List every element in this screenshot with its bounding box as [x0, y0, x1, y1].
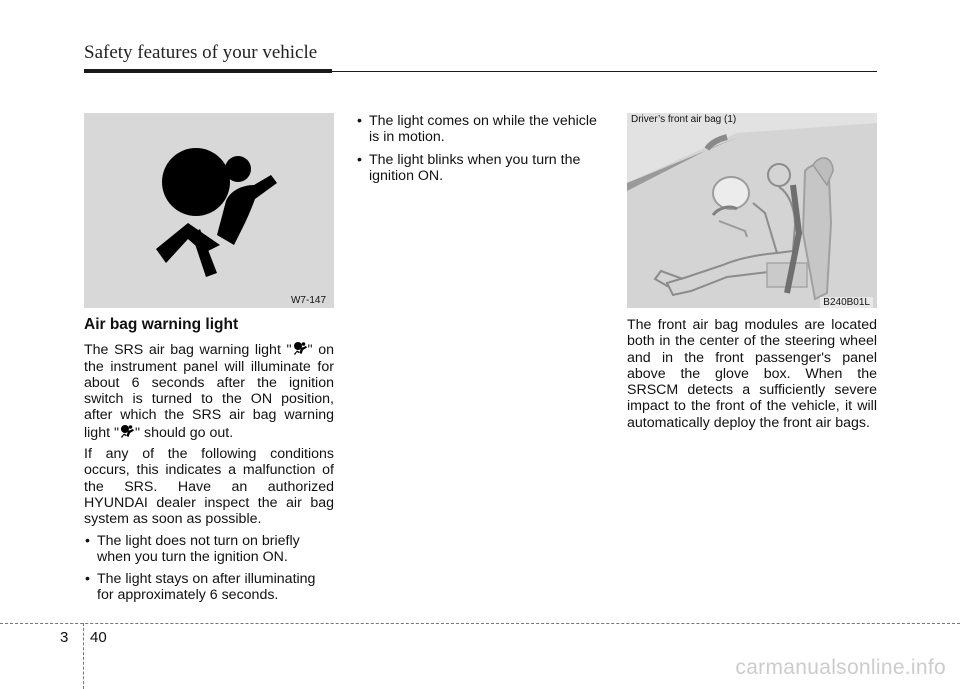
- airbag-warning-inline-icon: [119, 424, 135, 439]
- header-rule-thick: [84, 69, 332, 73]
- p1-before: The SRS air bag warning light ": [84, 342, 292, 359]
- figure-code: W7-147: [290, 295, 326, 306]
- footer-rule: [0, 623, 960, 624]
- watermark: carmanualsonline.info: [735, 656, 946, 679]
- bullet-list-middle: [356, 113, 606, 184]
- footer-divider: [83, 623, 84, 689]
- airbag-warning-inline-icon: [292, 341, 308, 356]
- airbag-warning-icon: [84, 113, 334, 308]
- list-item: • The light blinks when you turn the ignition ON.: [356, 152, 606, 185]
- list-item: • The light does not turn on briefly when you turn the ignition ON.: [84, 533, 334, 566]
- section-heading: Air bag warning light: [84, 316, 239, 333]
- p1-end: " should go out.: [135, 424, 234, 441]
- right-column: [627, 317, 877, 436]
- figure-code: B240B01L: [820, 297, 873, 308]
- p1-after: " on the instrument panel will illuminate for about 6 seconds after the ignition switch is turned to the ON position, after which the SRS air bag warning light ": [84, 342, 334, 441]
- driver-airbag-illustration: [627, 113, 877, 308]
- paragraph-malfunction: If any of the following conditions occurs, this indicates a malfunction of the SRS. Have an authorized HYUNDAI dealer inspect the air bag system as soon as possible.: [84, 446, 334, 528]
- list-item: • The light comes on while the vehicle is in motion.: [356, 113, 606, 146]
- list-item: • The light stays on after illuminating for approximately 6 seconds.: [84, 571, 334, 604]
- page-number: 40: [90, 629, 107, 646]
- left-column: [84, 317, 334, 610]
- paragraph-warning-light: [84, 341, 334, 441]
- bullet-list-left: [84, 533, 334, 604]
- header-rule-thin: [332, 71, 877, 72]
- middle-column: [356, 113, 606, 190]
- figure-airbag-warning: [84, 113, 334, 308]
- section-number: 3: [60, 629, 69, 646]
- figure-caption: Driver’s front air bag (1): [631, 114, 737, 125]
- figure-driver-airbag: [627, 113, 877, 308]
- header-title: Safety features of your vehicle: [84, 42, 318, 63]
- paragraph-airbag-modules: The front air bag modules are located both in the center of the steering wheel and in the front passenger's panel above the glove box. When the SRSCM detects a sufficiently severe impact to the front of the vehicle, it will automatically deploy the front air bags.: [627, 317, 877, 431]
